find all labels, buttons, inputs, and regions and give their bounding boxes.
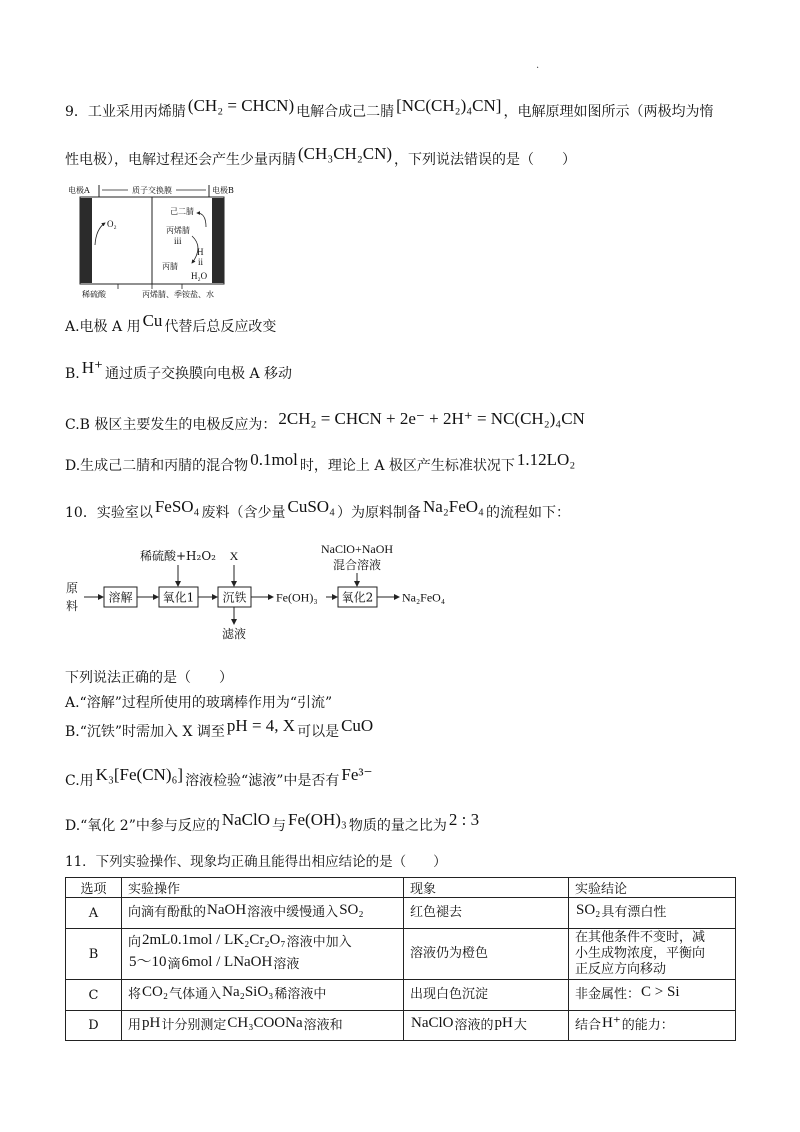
question-10-option-d (65, 810, 481, 838)
cell-text: 大 (513, 1017, 527, 1033)
question-9-stem-text: ，下列说法错误的是（ ） (394, 152, 577, 168)
option-text: C.用 (65, 773, 94, 789)
question-9-stem-text: 9．工业采用丙烯腈 (65, 104, 186, 120)
water-label: H₂O (191, 271, 208, 281)
chemical-formula: pH = 4, X (226, 716, 296, 735)
question-9-option-b (65, 358, 293, 386)
step-iii-label: iii (174, 236, 182, 246)
cell-line (575, 1014, 729, 1034)
dissolve-label: 溶解 (108, 590, 133, 605)
option-text: 通过质子交换膜向电极 A 移动 (105, 366, 293, 382)
chemical-equation: 2CH₂ = CHCN + 2e⁻ + 2H⁺ = NC(CH₂)₄CN (278, 409, 585, 428)
chemical-formula: (CH₂ = CHCN) (187, 96, 295, 115)
conclusion-cell (569, 980, 736, 1011)
chemical-formula: FeSO₄ (154, 497, 200, 516)
comparison: C > Si (641, 984, 680, 1000)
option-text: D.生成己二腈和丙腈的混合物 (65, 458, 249, 474)
propionitrile-label: 丙腈 (162, 262, 178, 271)
cell-text: 向滴有酚酞的 (128, 905, 207, 920)
cell-text: 结合 (575, 1017, 602, 1033)
cell-line (575, 946, 729, 962)
quantity: 0.1mol (250, 450, 298, 469)
cell-line (128, 954, 397, 976)
chemical-formula: CuO (341, 716, 374, 735)
chemical-formula: pH (142, 1014, 161, 1031)
chemical-formula: [NC(CH₂)₄CN] (396, 96, 502, 115)
cell-line (575, 962, 729, 978)
reagent-1-label: 稀硫酸+H₂O₂ (140, 549, 216, 563)
adiponitrile-label: 己二腈 (170, 207, 194, 216)
quantity: 1.12LO₂ (516, 450, 576, 469)
raw-material-label: 料 (66, 599, 79, 613)
table-row (66, 929, 736, 980)
reagent-x-label: X (229, 549, 239, 563)
cell-text: 溶液中加入 (286, 935, 352, 950)
precipitate-iron-label: 沉铁 (222, 590, 247, 605)
filtrate-label: 滤液 (221, 627, 247, 641)
cell-line (575, 930, 729, 946)
cell-text: 具有漂白性 (601, 905, 667, 920)
question-9-stem-text: ，电解原理如图所示（两极均为惰 (503, 104, 714, 120)
question-11-stem (65, 850, 447, 874)
operation-cell (122, 980, 404, 1011)
chemical-formula: Fe³⁻ (341, 765, 373, 784)
question-10-stem (65, 497, 570, 525)
product-arrow (197, 213, 206, 227)
electrode-b (212, 198, 224, 283)
question-10-stem-text: 的流程如下： (485, 505, 570, 521)
question-9-stem-text: 性电极），电解过程还会产生少量丙腈 (65, 152, 296, 168)
raw-material-label: 原 (66, 581, 79, 595)
question-10-option-c (65, 765, 374, 793)
oxidation-1-label: 氧化1 (162, 590, 195, 605)
phenomenon-cell (404, 1011, 569, 1041)
electrode-a-label: 电极A (68, 186, 90, 195)
chemical-formula: (CH₃CH₂CN) (298, 144, 393, 163)
chemical-formula: NaClO (221, 810, 271, 829)
conclusion-cell (569, 1011, 736, 1041)
intermediate-label: Fe(OH)₃ (276, 590, 318, 605)
phenomenon-cell (404, 929, 569, 980)
option-text: A.电极 A 用 (65, 319, 141, 335)
operation-cell (122, 929, 404, 980)
chemical-formula: CH₃COONa (227, 1014, 303, 1031)
cell-text: 溶液的 (454, 1017, 494, 1033)
chemical-formula: CO₂ (142, 984, 169, 1000)
cell-line (128, 984, 397, 1003)
conclusion-cell (569, 929, 736, 980)
cell-line (410, 1014, 562, 1034)
oxidation-2-label: 氧化2 (341, 590, 374, 605)
cell-text: 溶液中缓慢通入 (247, 905, 339, 920)
table-row (66, 1011, 736, 1041)
cell-text: 红色褪去 (410, 905, 463, 920)
chemical-formula: Fe(OH)₃ (288, 810, 347, 829)
cell-text: 气体通入 (169, 987, 222, 1002)
header-phenomenon: 现象 (404, 878, 569, 898)
cell-text: 计分别测定 (161, 1017, 227, 1033)
question-9-stem-line-2 (65, 144, 577, 172)
option-text: D.“氧化 2”中参与反应的 (65, 818, 220, 834)
option-text: 可以是 (297, 724, 340, 740)
cell-text: 稀溶液中 (274, 987, 327, 1002)
cell-text: 的能力： (621, 1017, 674, 1033)
option-text: 时，理论上 A 极区产生标准状况下 (299, 458, 515, 474)
ratio: 2 : 3 (448, 810, 480, 829)
reagent-2-label: NaClO+NaOH (320, 542, 394, 556)
question-9-option-c (65, 409, 587, 437)
chemical-formula: NaClO (411, 1014, 454, 1031)
option-label: C (66, 980, 122, 1011)
chemical-formula: SO₂ (576, 902, 601, 918)
electrode-b-label: 电极B (212, 186, 234, 195)
chemical-formula: Na₂SiO₃ (222, 984, 274, 1000)
electrode-a (80, 198, 92, 283)
membrane-label: 质子交换膜 (132, 186, 172, 195)
phenomenon-cell (404, 980, 569, 1011)
acrylonitrile-label: 丙烯腈 (166, 226, 190, 235)
option-text: A.“溶解”过程所使用的玻璃棒作用为“引流” (65, 695, 333, 711)
chemical-formula: pH (494, 1014, 513, 1031)
oxygen-arrow (95, 223, 105, 245)
process-flow-diagram (66, 540, 456, 644)
quantity: 5～10 (129, 954, 167, 970)
operation-cell (122, 1011, 404, 1041)
cell-text: 在其他条件不变时，减 (575, 930, 706, 945)
chemical-formula: 2mL0.1mol / LK₂Cr₂O₇ (142, 932, 286, 948)
question-10-prompt (65, 666, 233, 690)
cell-text: 正反应方向移动 (575, 962, 667, 977)
option-text: 代替后总反应改变 (164, 319, 277, 335)
option-text: B.“沉铁”时需加入 X 调至 (65, 724, 225, 740)
option-text: C.B 极区主要发生的电极反应为： (65, 417, 277, 433)
cell-text: 溶液和 (303, 1017, 343, 1033)
step-ii-label: ii (198, 257, 204, 267)
cell-text: 溶液 (273, 957, 300, 972)
question-9-stem-text: 电解合成己二腈 (296, 104, 395, 120)
cell-line (575, 902, 729, 921)
cell-text: 出现白色沉淀 (410, 987, 489, 1002)
chemical-formula: Cu (142, 311, 163, 330)
phenomenon-cell (404, 898, 569, 929)
reagent-2-label: 混合溶液 (332, 558, 382, 572)
experiment-table (65, 877, 736, 1041)
cell-line (575, 984, 729, 1003)
question-9-option-d (65, 450, 577, 478)
question-10-option-a (65, 691, 332, 715)
chemical-formula: NaOH (207, 902, 247, 918)
option-text: B. (65, 366, 80, 382)
option-label: D (66, 1011, 122, 1041)
chemical-formula: K₃[Fe(CN)₆] (95, 765, 184, 784)
table-row (66, 898, 736, 929)
option-text: 溶液检验“滤液”中是否有 (185, 773, 340, 789)
cell-text: 非金属性： (575, 987, 641, 1002)
option-label: B (66, 929, 122, 980)
operation-cell (122, 898, 404, 929)
chemical-formula: CuSO₄ (287, 497, 335, 516)
chemical-formula: H⁺ (602, 1014, 621, 1031)
question-10-stem-text: 10．实验室以 (65, 505, 153, 521)
cell-text: 溶液仍为橙色 (410, 946, 489, 961)
chemical-formula: SO₂ (339, 902, 364, 918)
cell-line (410, 946, 562, 962)
cell-line (410, 987, 562, 1003)
question-9-stem-line-1 (65, 96, 714, 124)
cell-text: 向 (128, 935, 142, 950)
scan-mark: . (536, 60, 540, 71)
header-option: 选项 (66, 878, 122, 898)
question-10-stem-text: ）为原料制备 (337, 505, 421, 521)
cell-line (410, 905, 562, 921)
chemical-formula: 6mol / LNaOH (181, 954, 273, 970)
chemical-formula: Na₂FeO₄ (423, 497, 484, 516)
left-solution-label: 稀硫酸 (82, 290, 106, 299)
conclusion-cell (569, 898, 736, 929)
oxygen-label: O₂ (107, 219, 117, 229)
cell-line (128, 1014, 397, 1034)
cell-text: 将 (128, 987, 142, 1002)
question-10-stem-text: 废料（含少量 (201, 505, 286, 521)
electrolysis-cell-diagram (66, 183, 240, 303)
hydrogen-label: H (197, 247, 204, 257)
chemical-formula: H⁺ (81, 358, 103, 377)
question-10-option-b (65, 716, 375, 744)
option-label: A (66, 898, 122, 929)
option-text: 物质的量之比为 (348, 818, 447, 834)
prompt-text: 下列说法正确的是（ ） (65, 670, 233, 686)
header-operation: 实验操作 (122, 878, 404, 898)
question-11-stem-text: 11．下列实验操作、现象均正确且能得出相应结论的是（ ） (65, 854, 447, 870)
product-label: Na₂FeO₄ (402, 590, 446, 605)
cell-text: 小生成物浓度，平衡向 (575, 946, 706, 961)
right-solution-label: 丙烯腈、季铵盐、水 (142, 290, 214, 299)
question-9-option-a (65, 311, 277, 339)
table-row (66, 980, 736, 1011)
cell-text: 用 (128, 1017, 142, 1033)
cell-text: 滴 (167, 957, 181, 972)
option-text: 与 (272, 818, 287, 834)
cell-line (128, 902, 397, 921)
table-header-row (66, 878, 736, 898)
header-conclusion: 实验结论 (569, 878, 736, 898)
